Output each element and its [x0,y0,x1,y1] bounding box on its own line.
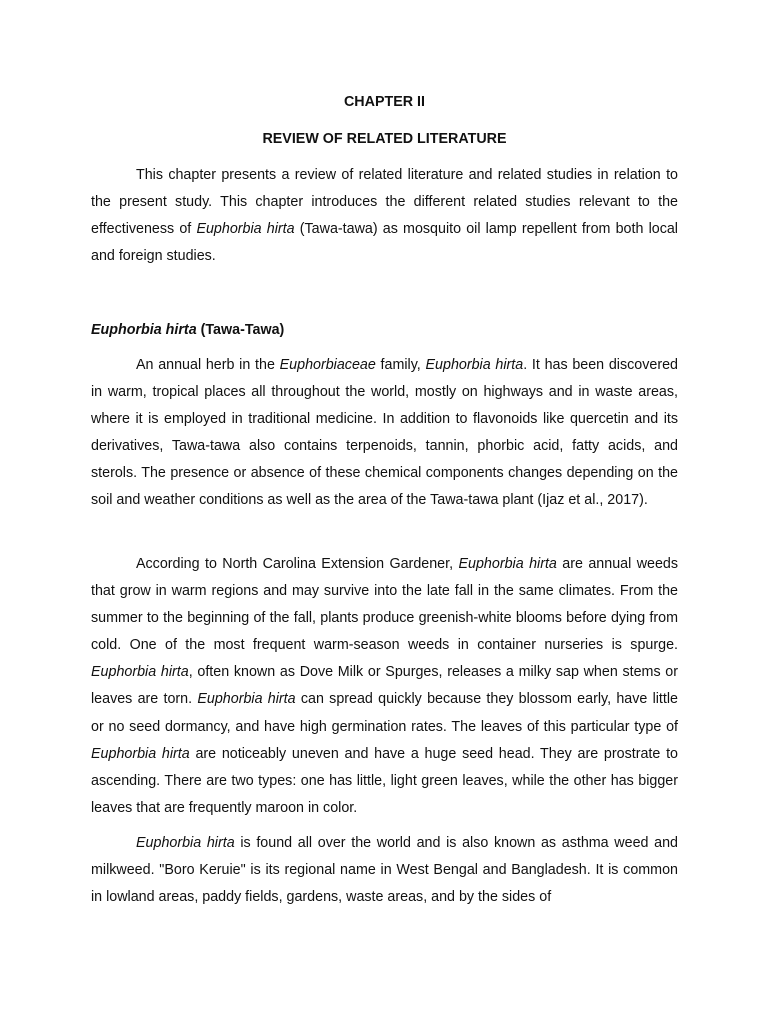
para3-species: Euphorbia hirta [136,835,235,851]
para2-species-2: Euphorbia hirta [91,664,189,681]
para1-text-b: family, [375,357,426,373]
para2-species-1: Euphorbia hirta [458,556,557,572]
para3-text-a: is found all over the world and is also known as asthma weed and milkweed. "Boro Keruie" is its regional name in West Bengal and Bangladesh. It is common in lowland areas, paddy fields, gardens, waste areas, and by the sides of [91,835,678,906]
para1-text-c: . It has been discovered in warm, tropical places all throughout the world, mostly on highways and in waste areas, where it is employed in traditional medicine. In addition to flavonoids like quercetin and its derivatives, Tawa-tawa also contains terpenoids, tannin, phorbic acid, fatty acids, and sterols. The presence or absence of these chemical components changes depending on the soil and weather conditions as well as the area of the Tawa-tawa plant (Ijaz et al., 2017). [91,357,678,509]
section-species: Euphorbia hirta [91,322,197,338]
intro-paragraph [91,162,678,270]
para1-family: Euphorbiaceae [279,357,376,373]
section-heading [91,321,284,339]
intro-text-1: This chapter presents a review of related literature and related studies in relation to the present study. This chapter introduces the different related studies relevant to the effectiveness of [91,167,678,238]
para1-species: Euphorbia hirta [425,357,524,373]
chapter-title: REVIEW OF RELATED LITERATURE [262,131,507,147]
para2-species-4: Euphorbia hirta [91,745,190,762]
para2-text-c: , often known as Dove Milk or Spurges, releases a milky sap when stems or leaves are torn. [91,664,679,708]
paragraph-asthma-weed [91,830,678,911]
para2-text-a: According to North Carolina Extension Gardener, [136,556,459,572]
para2-text-b: are annual weeds that grow in warm regions and may survive into the late fall in the same climates. From the summer to the beginning of the fall, plants produce greenish-white blooms before dying from cold. One of the most frequent warm-season weeds in container nurseries is spurge. [91,556,679,654]
para2-species-3: Euphorbia hirta [197,691,296,708]
para1-text-a: An annual herb in the [136,357,280,373]
paragraph-herb [91,352,678,515]
section-rest: (Tawa-Tawa) [196,322,285,338]
intro-species: Euphorbia hirta [196,221,295,238]
chapter-label: CHAPTER II [343,94,426,110]
intro-text-2: (Tawa-tawa) as mosquito oil lamp repellent from both local and foreign studies. [91,221,678,265]
paragraph-north-carolina [91,551,678,822]
para2-text-d: can spread quickly because they blossom early, have little or no seed dormancy, and have high germination rates. The leaves of this particular type of [91,691,678,735]
para2-text-e: are noticeably uneven and have a huge seed head. They are prostrate to ascending. There are two types: one has little, light green leaves, while the other has bigger leaves that are frequently maroon in color. [91,745,678,816]
